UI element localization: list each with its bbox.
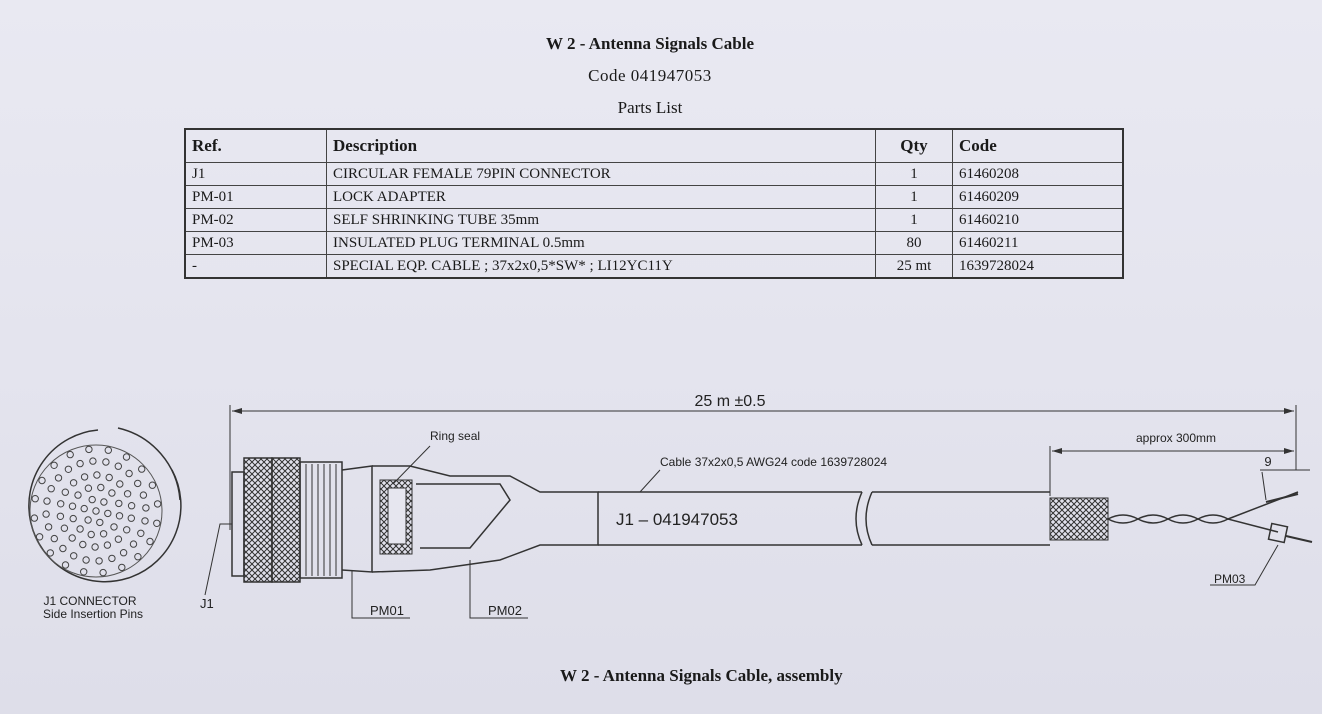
connector-pin xyxy=(45,524,51,530)
j1-callout: J1 xyxy=(200,596,214,611)
connector-pin xyxy=(77,460,83,466)
connector-pin xyxy=(138,530,144,536)
connector-pin xyxy=(115,536,121,542)
cell-code: 61460210 xyxy=(953,209,1124,232)
connector-pin xyxy=(55,475,61,481)
connector-pin xyxy=(105,510,111,516)
cell-description: SPECIAL EQP. CABLE ; 37x2x0,5*SW* ; LI12YC11Y xyxy=(327,255,876,279)
connector-face-view xyxy=(29,428,181,582)
connector-pin xyxy=(100,531,106,537)
connector-pin xyxy=(43,511,49,517)
connector-pin xyxy=(119,564,125,570)
cell-ref: PM-03 xyxy=(185,232,327,255)
pm01-callout: PM01 xyxy=(370,603,404,618)
connector-pin xyxy=(62,489,68,495)
connector-pin xyxy=(109,490,115,496)
connector-pin xyxy=(83,557,89,563)
connector-pin xyxy=(47,550,53,556)
cell-ref: PM-02 xyxy=(185,209,327,232)
connector-pins xyxy=(31,446,161,576)
connector-pin xyxy=(62,562,68,568)
connector-pin xyxy=(81,569,87,575)
cell-description: LOCK ADAPTER xyxy=(327,186,876,209)
coupling-nut-ridges xyxy=(306,464,336,576)
connector-pin xyxy=(58,501,64,507)
connector-pin xyxy=(39,477,45,483)
connector-pin xyxy=(67,451,73,457)
cell-description: SELF SHRINKING TUBE 35mm xyxy=(327,209,876,232)
connector-pin xyxy=(51,462,57,468)
connector-pin xyxy=(143,505,149,511)
column-header-code: Code xyxy=(953,129,1124,163)
cell-description: CIRCULAR FEMALE 79PIN CONNECTOR xyxy=(327,163,876,186)
connector-pin xyxy=(48,486,54,492)
connector-pin xyxy=(90,458,96,464)
column-header-qty: Qty xyxy=(876,129,953,163)
connector-pin xyxy=(135,554,141,560)
connector-pin xyxy=(154,501,160,507)
cable-marking: J1 – 041947053 xyxy=(616,510,738,529)
connector-pin xyxy=(71,553,77,559)
column-header-description: Description xyxy=(327,129,876,163)
wires xyxy=(1108,492,1312,542)
connector-pin xyxy=(111,524,117,530)
connector-pin xyxy=(100,569,106,575)
connector-pin xyxy=(97,519,103,525)
connector-pin xyxy=(86,446,92,452)
connector-pin xyxy=(116,513,122,519)
shrink-tube xyxy=(372,466,598,572)
connector-pin xyxy=(128,515,134,521)
connector-pin xyxy=(154,520,160,526)
connector-pin xyxy=(69,503,75,509)
connector-pin xyxy=(140,492,146,498)
connector-pin xyxy=(70,515,76,521)
ring-seal-label: Ring seal xyxy=(430,429,481,443)
connector-pin xyxy=(142,518,148,524)
cell-code: 1639728024 xyxy=(953,255,1124,279)
cell-qty: 1 xyxy=(876,209,953,232)
document-title: W 2 - Antenna Signals Cable xyxy=(546,34,754,53)
connector-pin xyxy=(130,541,136,547)
length-label: 25 m ±0.5 xyxy=(694,393,766,410)
connector-pin xyxy=(65,466,71,472)
connector-pin xyxy=(98,484,104,490)
connector-pin xyxy=(60,545,66,551)
cable-label: Cable 37x2x0,5 AWG24 code 1639728024 xyxy=(660,455,888,469)
connector-pin xyxy=(149,482,155,488)
connector-pin xyxy=(80,541,86,547)
ring-seal-leader xyxy=(393,446,430,484)
connector-pin xyxy=(109,555,115,561)
connector-pin xyxy=(124,491,130,497)
cell-code: 61460209 xyxy=(953,186,1124,209)
connector-pin xyxy=(124,527,130,533)
connector-sublabel: Side Insertion Pins xyxy=(42,607,144,621)
connector-pin xyxy=(103,459,109,465)
cell-description: INSULATED PLUG TERMINAL 0.5mm xyxy=(327,232,876,255)
connector-pin xyxy=(96,558,102,564)
cable-label-leader xyxy=(640,470,660,492)
connector-pin xyxy=(92,544,98,550)
connector-pin xyxy=(117,481,123,487)
document-code: Code 041947053 xyxy=(588,66,712,85)
cell-code: 61460208 xyxy=(953,163,1124,186)
connector-pin xyxy=(77,526,83,532)
connector-pin xyxy=(36,534,42,540)
approx-label: approx 300mm xyxy=(1135,431,1217,445)
parts-list-heading: Parts List xyxy=(617,98,683,117)
cell-ref: J1 xyxy=(185,163,327,186)
connector-pin xyxy=(105,447,111,453)
pm03-callout: PM03 xyxy=(1214,572,1246,586)
connector-pin xyxy=(44,498,50,504)
connector-pin xyxy=(123,454,129,460)
connector-pin xyxy=(70,480,76,486)
connector-pin xyxy=(147,538,153,544)
connector-pin xyxy=(85,517,91,523)
connector-pin xyxy=(89,496,95,502)
column-header-ref: Ref. xyxy=(185,129,327,163)
connector-pin xyxy=(51,535,57,541)
cell-ref: - xyxy=(185,255,327,279)
connector-pin xyxy=(93,508,99,514)
connector-pin xyxy=(135,480,141,486)
connector-pin xyxy=(31,515,37,521)
connector-pin xyxy=(88,531,94,537)
connector-label: J1 CONNECTOR xyxy=(43,594,137,608)
figure-caption: W 2 - Antenna Signals Cable, assembly xyxy=(560,666,843,685)
connector-pin xyxy=(81,474,87,480)
cell-ref: PM-01 xyxy=(185,186,327,209)
strip-length-label: 9 xyxy=(1264,454,1272,469)
connector-pin xyxy=(120,550,126,556)
cell-qty: 80 xyxy=(876,232,953,255)
connector-pin xyxy=(104,542,110,548)
connector-pin xyxy=(75,492,81,498)
connector-pin xyxy=(85,485,91,491)
pm02-callout: PM02 xyxy=(488,603,522,618)
connector-pin xyxy=(69,535,75,541)
connector-pin xyxy=(57,513,63,519)
cell-code: 61460211 xyxy=(953,232,1124,255)
cell-qty: 1 xyxy=(876,186,953,209)
connector-pin xyxy=(126,470,132,476)
connector-pin xyxy=(115,463,121,469)
connector-pin xyxy=(116,500,122,506)
connector-pin xyxy=(81,505,87,511)
cell-qty: 1 xyxy=(876,163,953,186)
connector-pin xyxy=(101,499,107,505)
connector-body xyxy=(232,458,372,582)
connector-pin xyxy=(139,466,145,472)
cell-qty: 25 mt xyxy=(876,255,953,279)
connector-pin xyxy=(106,474,112,480)
connector-pin xyxy=(94,472,100,478)
connector-pin xyxy=(128,503,134,509)
connector-pin xyxy=(61,525,67,531)
connector-pin xyxy=(32,496,38,502)
